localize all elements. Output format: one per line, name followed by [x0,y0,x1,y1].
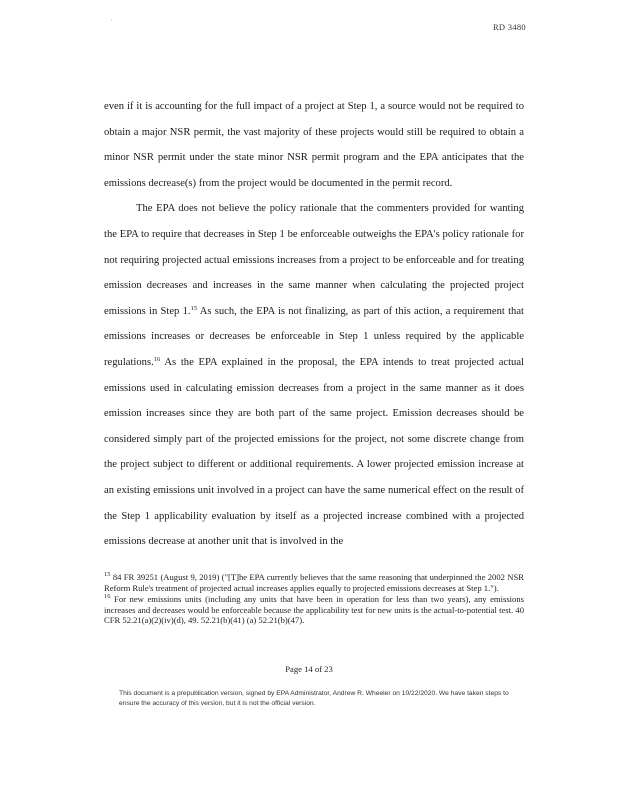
paragraph-1: even if it is accounting for the full impact of a project at Step 1, a source would not be required to obtain a major NSR permit, the vast majority of these projects would still be required to obtain a minor NSR permit under the state minor NSR permit program and the EPA anticipates that the emissions decrease(s) from the project would be documented in the permit record. [104,101,524,189]
paragraph-2-part-a: The EPA does not believe the policy rationale that the commenters provided for wanting the EPA to require that decreases in Step 1 be enforceable outweighs the EPA's policy rationale for not requiring projected actual emissions increases from a project to be enforceable and for treating emission decreases and increases in the same manner when calculating the projected project emissions in Step 1. [104,203,524,317]
body-text [104,94,524,555]
footnote-mark-15: 15 [104,571,111,578]
paragraph-2 [104,196,524,554]
document-reference: RD 3480 [492,22,526,32]
footnote-16 [104,594,524,626]
footnote-mark-16: 16 [104,593,111,601]
footnote-15 [104,572,524,593]
paragraph-2-part-c: As the EPA explained in the proposal, the EPA intends to treat projected actual emissions used in calculating emission decreases from a project in the same manner as it does emission increases since they are both part of the same project. Emission decreases should be considered simply part of the projected emissions for the project, not some discrete change from the project subject to different or additional requirements. A lower projected emission increase at an existing emissions unit involved in a project can have the same numerical effect on the result of the Step 1 applicability evaluation by itself as a projected increase combined with a projected emissions decrease at another unit that is involved in the [104,356,524,548]
footnote-15-text: 84 FR 39251 (August 9, 2019) ("[T]he EPA currently believes that the same reasoning that underpinned the 2002 NSR Reform Rule's treatment of projected actual increases applies equally to projected emissions decreases at Step 1."). [104,572,524,593]
paragraph-2-part-b: As such, the EPA is not finalizing, as part of this action, a requirement that emissions increases or decreases be enforceable in Step 1 unless required by the applicable regulations. [104,305,524,368]
footnote-ref-15[interactable]: 15 [190,304,198,312]
prepublication-disclaimer: This document is a prepublication version, signed by EPA Administrator, Andrew R. Wheeler on 10/22/2020. We have taken steps to ensure the accuracy of this version, but it is not the official version. [119,690,509,707]
corner-mark: ' [111,20,112,25]
footnote-ref-16[interactable]: 16 [153,355,161,363]
footnote-16-text: For new emissions units (including any units that have been in operation for less than two years), any emissions increases and decreases would be enforceable because the applicability test for new units is the actual-to-potential test. 40 CFR 52.21(a)(2)(iv)(d), 49. 52.21(b)(41) (a) 52.21(b)(47). [104,594,524,626]
footnotes [104,572,524,627]
page-number: Page 14 of 23 [285,664,333,674]
